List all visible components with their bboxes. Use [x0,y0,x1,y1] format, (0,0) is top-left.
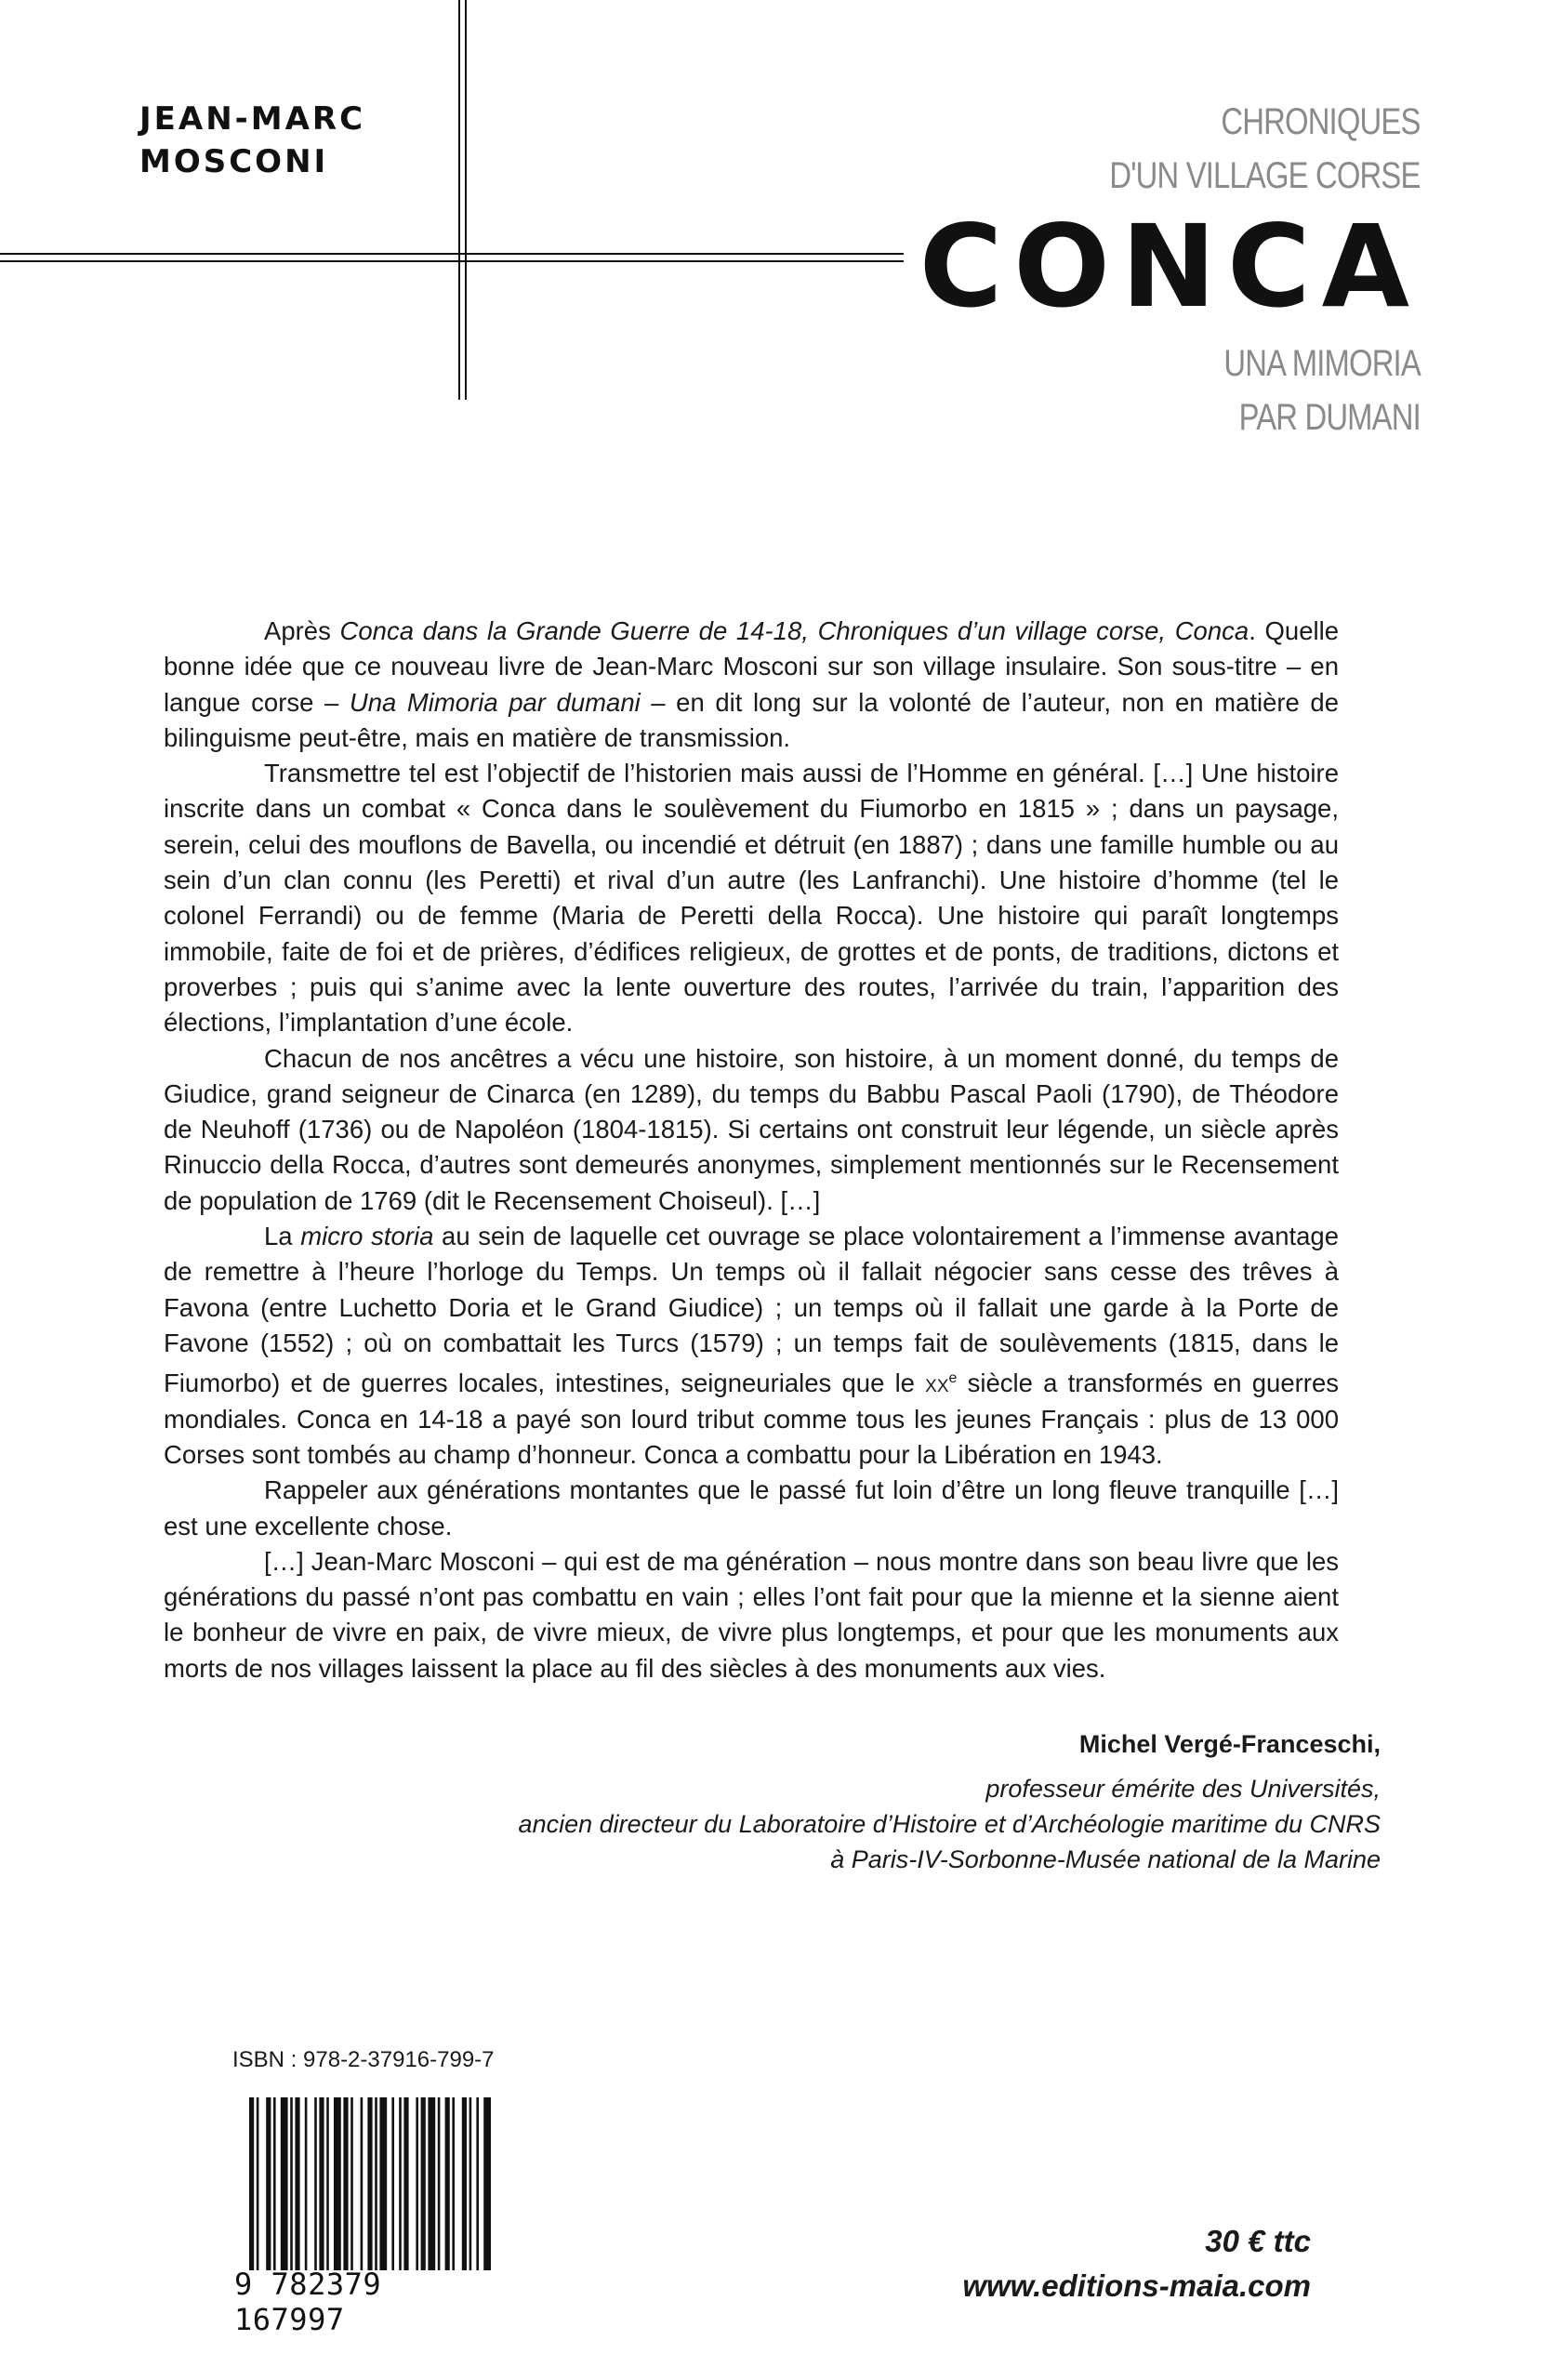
back-cover-text [164,614,1339,1686]
series-title [1110,95,1421,203]
text-run: siècle a transformés en guerres mondiales. Conca en 14-18 a payé son lourd tribut comme tous les jeunes Français : plus de 13 000 Corses sont tombés au champ d’honneur. Conca a combattu pour la Libération en 1943. [164,1368,1339,1469]
subtitle-line-2: PAR DUMANI [1238,397,1421,438]
isbn-label: ISBN : 978-2-37916-799-7 [232,2047,495,2072]
author-name [139,98,365,183]
text-run: . Quelle bonne idée que ce nouveau livre de Jean-Marc Mosconi sur son village insulaire. Son sous-titre – en langue corse – [164,616,1339,717]
subtitle-line-1: UNA MIMORIA [1223,343,1421,384]
text-run: Après [264,616,340,645]
series-line-1: CHRONIQUES [1221,101,1421,142]
price-label: 30 € ttc [1205,2224,1311,2258]
century-suffix: e [948,1370,958,1387]
series-line-2: D'UN VILLAGE CORSE [1109,155,1421,196]
paragraph-3: Chacun de nos ancêtres a vécu une histoire, son histoire, à un moment donné, du temps de Giudice, grand seigneur de Cinarca (en 1289), du temps du Babbu Pascal Paoli (1790), de Théodore de Neuhoff (1736) ou de Napoléon (1804-1815). Si certains ont construit leur légende, un siècle après Rinuccio della Rocca, d’autres sont demeurés anonymes, simplement mentionnés sur le Recensement de population de 1769 (dit le Recensement Choiseul). […] [164,1043,1339,1215]
text-run: La [264,1222,301,1251]
italic-book-title: Conca dans la Grande Guerre de 14-18, Chroniques d’un village corse, Conca [339,616,1249,645]
book-title: CONCA [919,201,1421,333]
book-subtitle [1224,337,1421,444]
paragraph-4 [164,1219,1339,1473]
paragraph-5: Rappeler aux générations montantes que le passé fut loin d’être un long fleuve tranquille […] est une excellente chose. [164,1475,1339,1540]
italic-term: micro storia [300,1222,434,1251]
barcode-icon [249,2097,491,2270]
horizontal-rule-bottom [0,260,904,262]
text-run: – en dit long sur la volonté de l’auteur, non en matière de bilinguisme peut-être, mais en matière de transmission. [164,687,1340,752]
author-line-2: MOSCONI [139,143,329,180]
signature-block [519,1726,1381,1877]
paragraph-1 [164,614,1339,756]
text-run: au sein de laquelle cet ouvrage se place volontairement a l’immense avantage de remettre à l’heure l’horloge du Temps. Un temps où il fallait négocier sans cesse des trêves à Favona (entre Luchetto Doria et le Grand Giudice) ; un temps où il fallait une garde à la Porte de Favone (1552) ; où on combattait les Turcs (1579) ; un temps fait de soulèvements (1815, dans le Fiumorbo) et de guerres locales, intestines, seigneuriales que le [164,1222,1340,1398]
century-numeral: xx [925,1368,949,1398]
signature-title-2: ancien directeur du Laboratoire d’Histoire et d’Archéologie maritime du CNRS [518,1810,1381,1838]
barcode-digits: 9 782379 167997 [234,2267,382,2337]
publisher-website: www.editions-maia.com [962,2268,1311,2303]
paragraph-6: […] Jean-Marc Mosconi – qui est de ma génération – nous montre dans son beau livre que les générations du passé n’ont pas combattu en vain ; elles l’ont fait pour que la mienne et la sienne aient le bonheur de vivre en paix, de vivre mieux, de vivre plus longtemps, et pour que les monuments aux morts de nos villages laissent la place au fil des siècles à des monuments aux vies. [164,1546,1339,1683]
signature-title-3: à Paris-IV-Sorbonne-Musée national de la Marine [830,1845,1381,1873]
signature-title-1: professeur émérite des Universités, [985,1775,1381,1803]
paragraph-2: Transmettre tel est l’objectif de l’historien mais aussi de l’Homme en général. […] Une histoire inscrite dans un combat « Conca dans le soulèvement du Fiumorbo en 1815 » ; dans un paysage, serein, celui des mouflons de Bavella, ou incendié et détruit (en 1887) ; dans une famille humble ou au sein d’un clan connu (les Peretti) et rival d’un autre (les Lanfranchi). Une histoire d’homme (tel le colonel Ferrandi) ou de femme (Maria de Peretti della Rocca). Une histoire qui paraît longtemps immobile, faite de foi et de prières, d’édifices religieux, de grottes et de ponts, de traditions, dictons et proverbes ; puis qui s’anime avec la lente ouverture des routes, l’arrivée du train, l’apparition des élections, l’implantation d’une école. [164,759,1339,1038]
author-line-1: JEAN-MARC [139,100,366,138]
vertical-rule-right [465,0,467,400]
horizontal-rule-top [0,253,904,255]
italic-subtitle: Una Mimoria par dumani [349,687,641,717]
signature-name: Michel Vergé-Franceschi, [1078,1730,1381,1758]
vertical-rule-left [458,0,460,400]
